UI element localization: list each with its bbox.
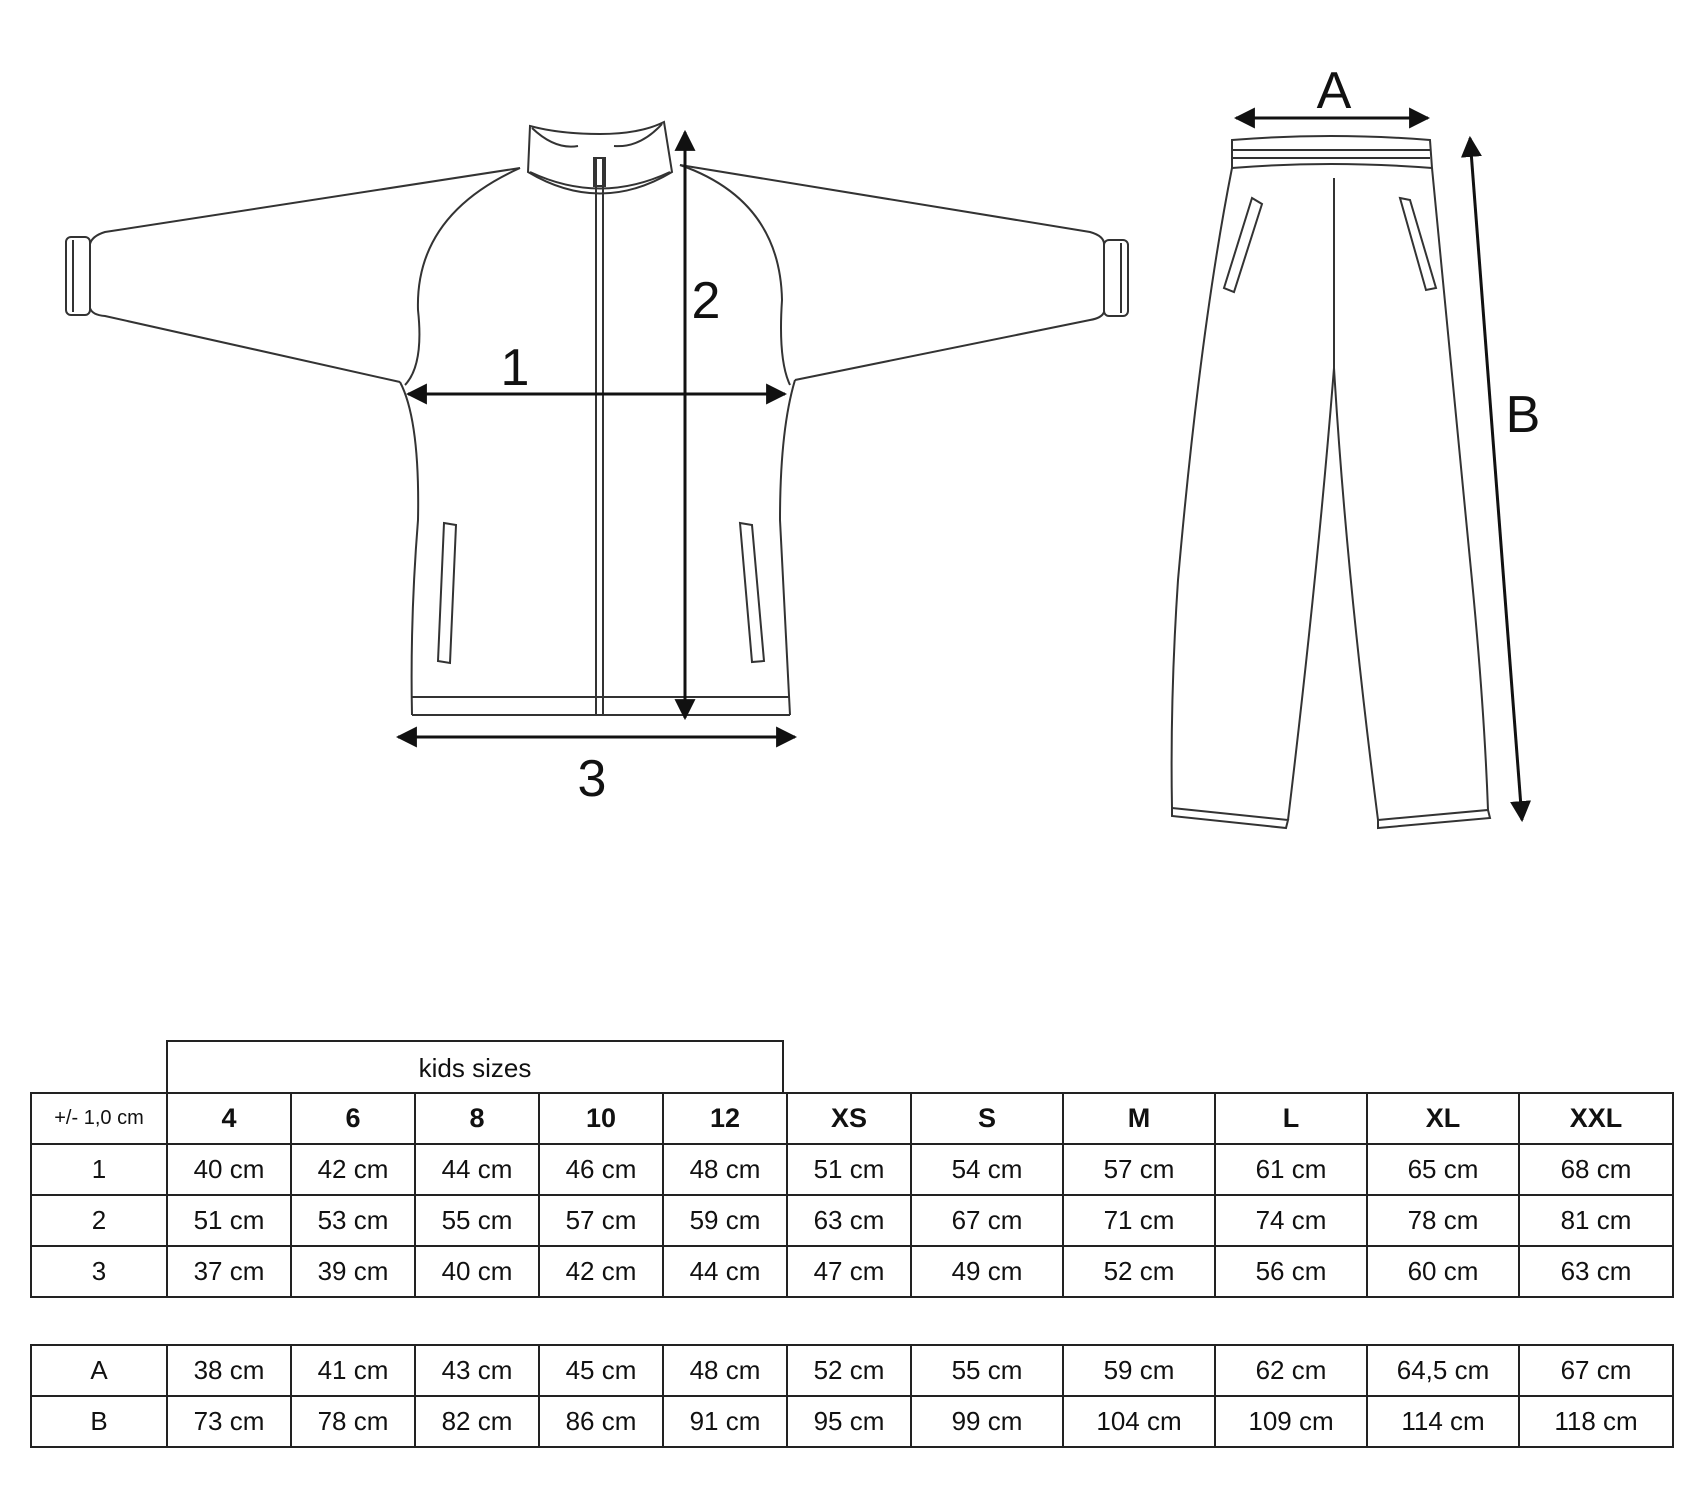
- measurement-cell: 61 cm: [1215, 1144, 1367, 1195]
- measurement-cell: 43 cm: [415, 1345, 539, 1396]
- measurement-cell: 118 cm: [1519, 1396, 1673, 1447]
- measurement-cell: 99 cm: [911, 1396, 1063, 1447]
- waist-label: A: [1316, 62, 1352, 120]
- measurement-cell: 56 cm: [1215, 1246, 1367, 1297]
- measurement-cell: 67 cm: [1519, 1345, 1673, 1396]
- measurement-cell: 48 cm: [663, 1144, 787, 1195]
- measurement-cell: 40 cm: [415, 1246, 539, 1297]
- measurement-cell: 52 cm: [787, 1345, 911, 1396]
- measurement-cell: 73 cm: [167, 1396, 291, 1447]
- size-header-cell: L: [1215, 1093, 1367, 1144]
- measurement-cell: 57 cm: [1063, 1144, 1215, 1195]
- measurement-cell: 68 cm: [1519, 1144, 1673, 1195]
- row-label-cell: B: [31, 1396, 167, 1447]
- kids-sizes-header: kids sizes: [166, 1040, 784, 1092]
- pants-length-arrow: [1470, 138, 1522, 820]
- table-row: [31, 1396, 1673, 1447]
- measurement-cell: 59 cm: [663, 1195, 787, 1246]
- jacket-outline: [66, 122, 1128, 715]
- measurement-cell: 52 cm: [1063, 1246, 1215, 1297]
- measurement-cell: 78 cm: [1367, 1195, 1519, 1246]
- size-header-cell: 4: [167, 1093, 291, 1144]
- measurement-cell: 49 cm: [911, 1246, 1063, 1297]
- measurement-cell: 82 cm: [415, 1396, 539, 1447]
- measurement-cell: 71 cm: [1063, 1195, 1215, 1246]
- table-row: [31, 1144, 1673, 1195]
- pants-dimension-arrows: [1236, 118, 1522, 820]
- measurement-cell: 78 cm: [291, 1396, 415, 1447]
- tolerance-cell: +/- 1,0 cm: [31, 1093, 167, 1144]
- pants-size-table: [30, 1344, 1674, 1448]
- measurement-cell: 38 cm: [167, 1345, 291, 1396]
- table-row: [31, 1345, 1673, 1396]
- measurement-cell: 63 cm: [1519, 1246, 1673, 1297]
- measurement-cell: 51 cm: [787, 1144, 911, 1195]
- measurement-cell: 64,5 cm: [1367, 1345, 1519, 1396]
- size-header-cell: 12: [663, 1093, 787, 1144]
- measurement-cell: 54 cm: [911, 1144, 1063, 1195]
- measurement-cell: 46 cm: [539, 1144, 663, 1195]
- measurement-cell: 41 cm: [291, 1345, 415, 1396]
- pants-length-label: B: [1505, 386, 1541, 444]
- measurement-cell: 45 cm: [539, 1345, 663, 1396]
- measurement-cell: 44 cm: [415, 1144, 539, 1195]
- length-label: 2: [691, 272, 721, 330]
- size-header-cell: S: [911, 1093, 1063, 1144]
- size-header-cell: XXL: [1519, 1093, 1673, 1144]
- measurement-cell: 114 cm: [1367, 1396, 1519, 1447]
- row-label-cell: 3: [31, 1246, 167, 1297]
- size-header-cell: 6: [291, 1093, 415, 1144]
- size-header-row: [31, 1093, 1673, 1144]
- measurement-cell: 53 cm: [291, 1195, 415, 1246]
- jacket-size-table: [30, 1092, 1674, 1298]
- measurement-cell: 62 cm: [1215, 1345, 1367, 1396]
- measurement-cell: 81 cm: [1519, 1195, 1673, 1246]
- measurement-cell: 47 cm: [787, 1246, 911, 1297]
- measurement-cell: 95 cm: [787, 1396, 911, 1447]
- size-header-cell: 8: [415, 1093, 539, 1144]
- row-label-cell: 1: [31, 1144, 167, 1195]
- measurement-cell: 104 cm: [1063, 1396, 1215, 1447]
- measurement-cell: 57 cm: [539, 1195, 663, 1246]
- measurement-cell: 42 cm: [539, 1246, 663, 1297]
- measurement-cell: 37 cm: [167, 1246, 291, 1297]
- table-row: [31, 1195, 1673, 1246]
- row-label-cell: 2: [31, 1195, 167, 1246]
- measurement-cell: 42 cm: [291, 1144, 415, 1195]
- measurement-cell: 40 cm: [167, 1144, 291, 1195]
- measurement-cell: 74 cm: [1215, 1195, 1367, 1246]
- measurement-cell: 48 cm: [663, 1345, 787, 1396]
- size-header-cell: XL: [1367, 1093, 1519, 1144]
- measurement-cell: 63 cm: [787, 1195, 911, 1246]
- chest-label: 1: [500, 339, 530, 397]
- measurement-cell: 51 cm: [167, 1195, 291, 1246]
- measurement-cell: 67 cm: [911, 1195, 1063, 1246]
- measurement-cell: 39 cm: [291, 1246, 415, 1297]
- measurement-cell: 60 cm: [1367, 1246, 1519, 1297]
- measurement-cell: 55 cm: [415, 1195, 539, 1246]
- measurement-cell: 91 cm: [663, 1396, 787, 1447]
- hem-label: 3: [577, 750, 607, 808]
- table-row: [31, 1246, 1673, 1297]
- measurement-cell: 44 cm: [663, 1246, 787, 1297]
- row-label-cell: A: [31, 1345, 167, 1396]
- measurement-cell: 59 cm: [1063, 1345, 1215, 1396]
- pants-outline: [1172, 136, 1490, 828]
- size-header-cell: XS: [787, 1093, 911, 1144]
- measurement-cell: 55 cm: [911, 1345, 1063, 1396]
- measurement-cell: 86 cm: [539, 1396, 663, 1447]
- size-header-cell: 10: [539, 1093, 663, 1144]
- size-header-cell: M: [1063, 1093, 1215, 1144]
- measurement-cell: 65 cm: [1367, 1144, 1519, 1195]
- measurement-cell: 109 cm: [1215, 1396, 1367, 1447]
